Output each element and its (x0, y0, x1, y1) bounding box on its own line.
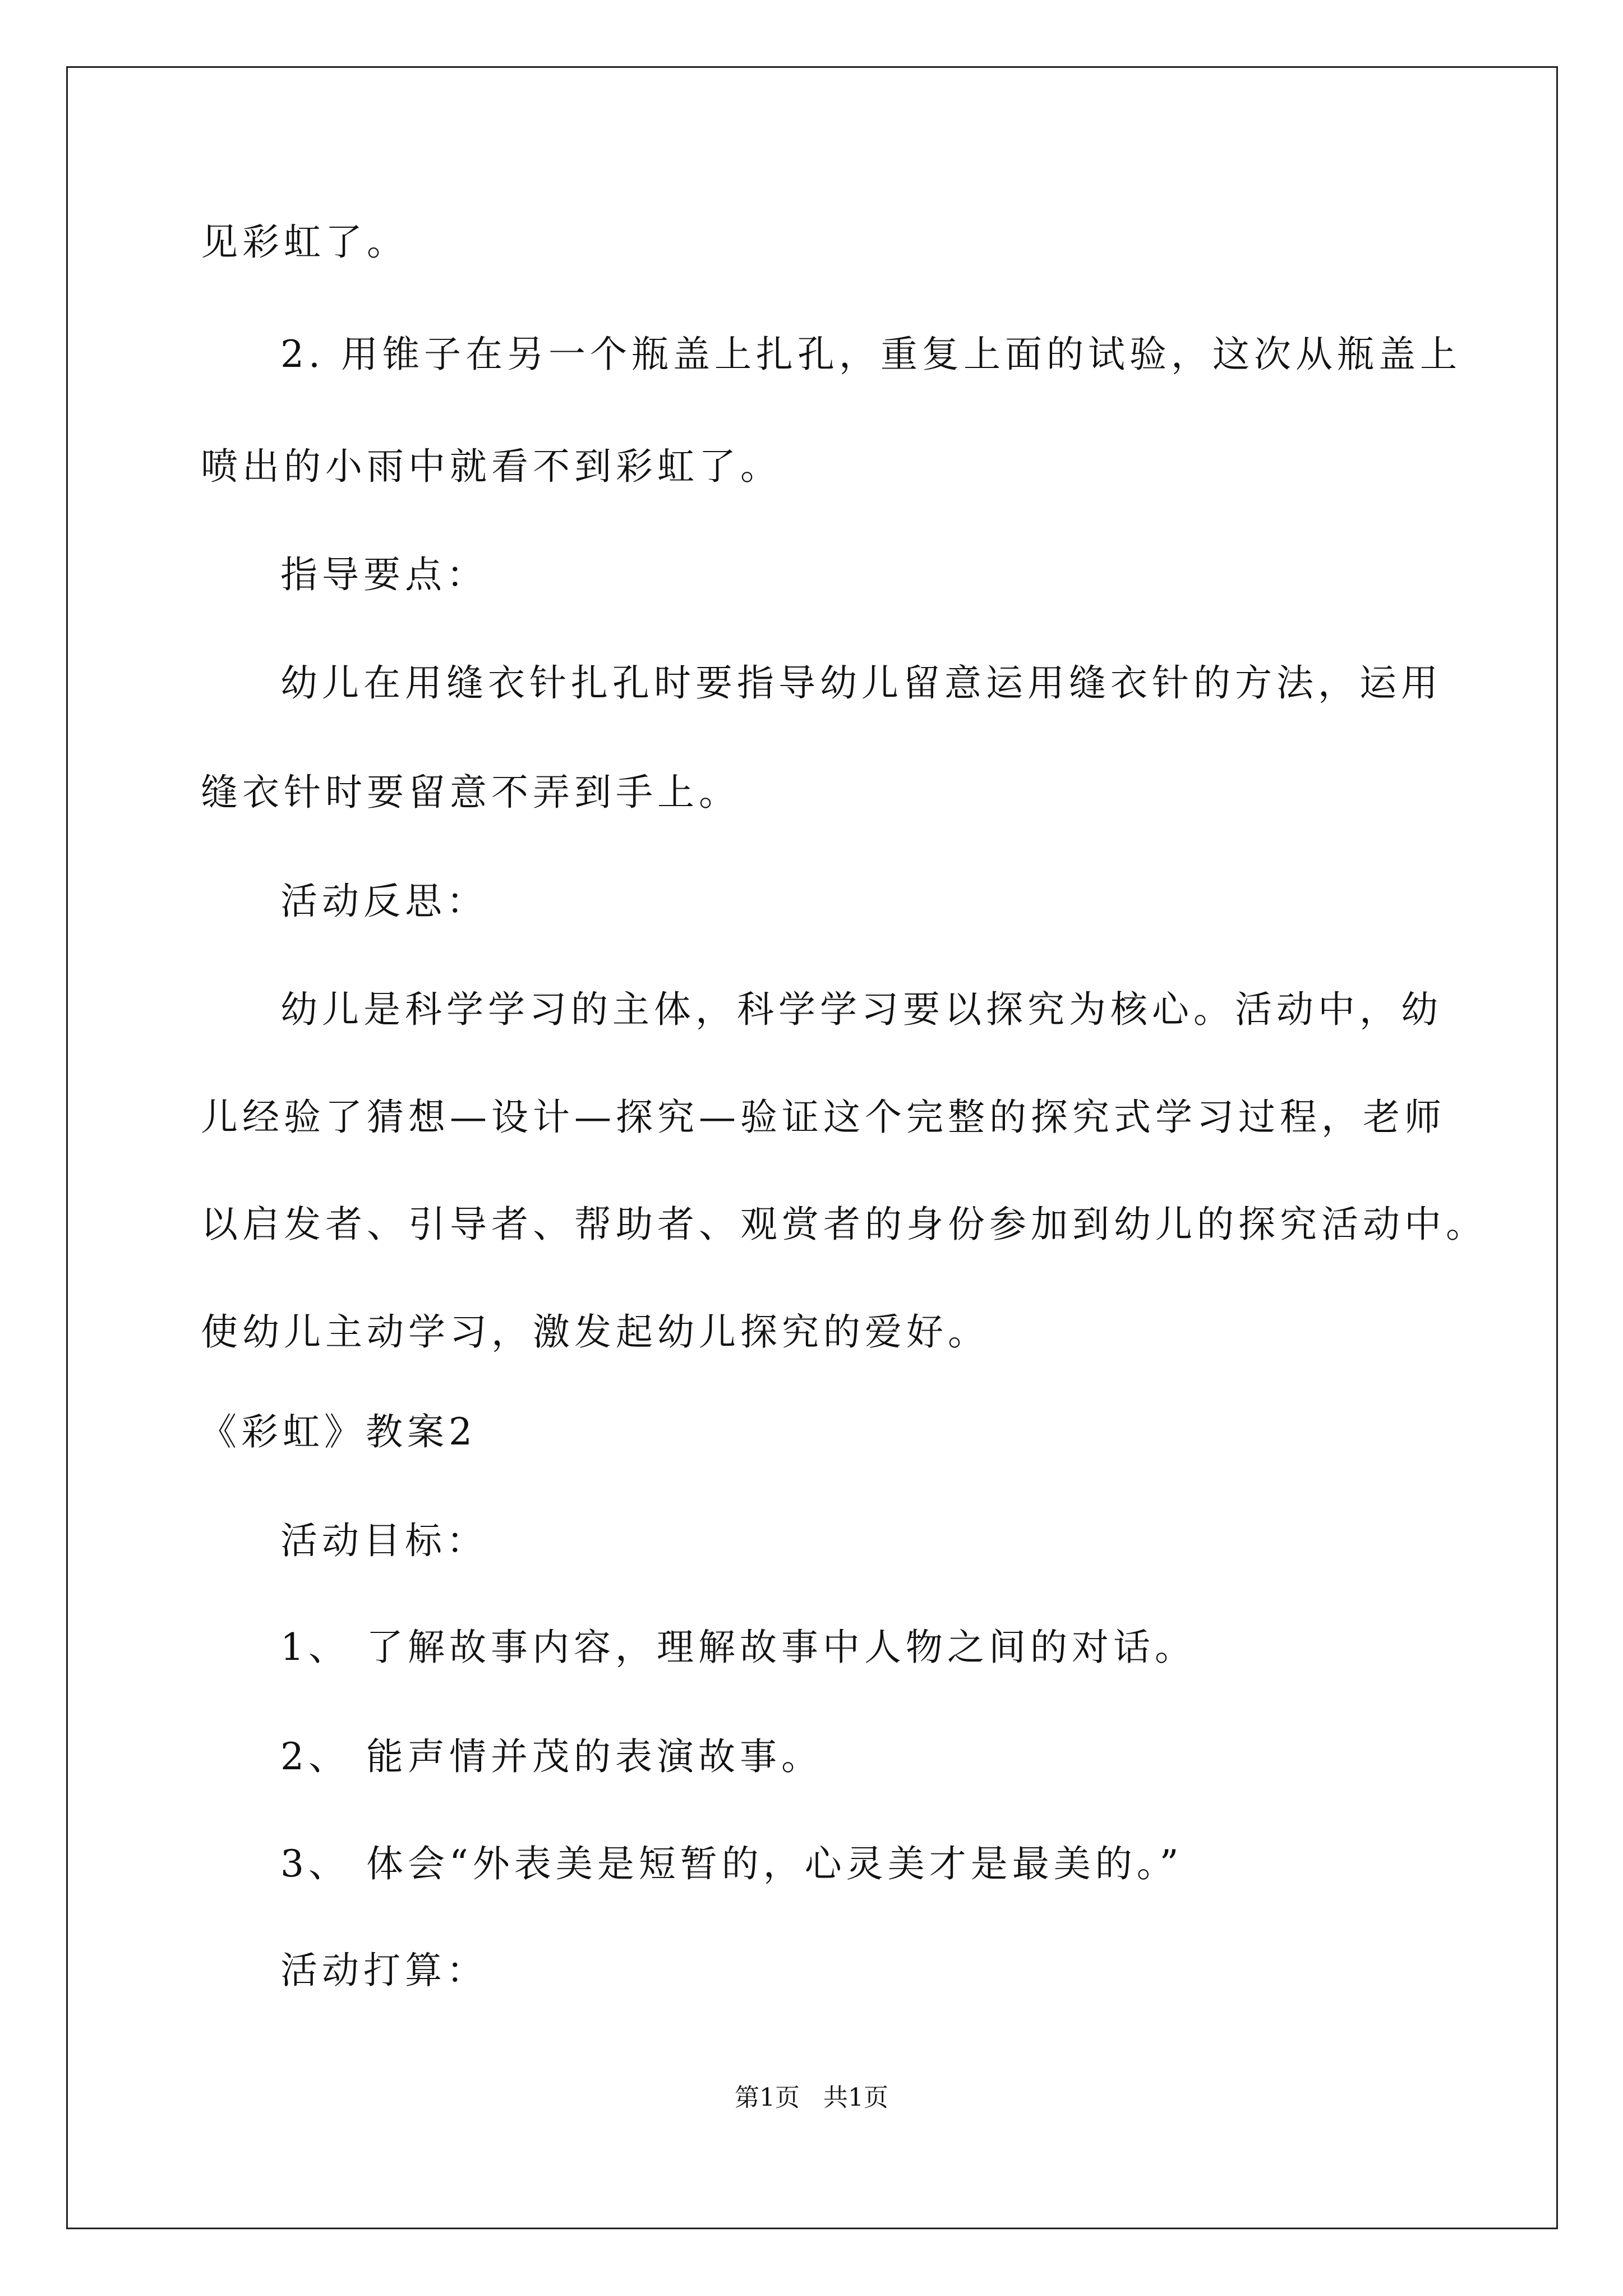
list-item: 1、 了解故事内容，理解故事中人物之间的对话。 (280, 1626, 1196, 1669)
section-heading: 活动目标： (280, 1519, 488, 1562)
text-line: 见彩虹了。 (201, 220, 408, 264)
text-line: 儿经验了猜想—设计—探究—验证这个完整的探究式学习过程，老师 (201, 1096, 1446, 1139)
text-line: 以启发者、引导者、帮助者、观赏者的身份参加到幼儿的探究活动中。 (201, 1203, 1487, 1246)
text-line: 2. 用锥子在另一个瓶盖上扎孔，重复上面的试验，这次从瓶盖上 (280, 333, 1461, 376)
page-number: 第1页 (735, 2083, 800, 2112)
text-line: 喷出的小雨中就看不到彩虹了。 (201, 445, 782, 488)
document-title: 《彩虹》教案2 (200, 1410, 477, 1453)
section-heading: 指导要点： (280, 553, 488, 596)
text-line: 缝衣针时要留意不弄到手上。 (201, 771, 740, 814)
list-item: 2、 能声情并茂的表演故事。 (280, 1735, 823, 1778)
list-item: 3、 体会“外表美是短暂的，心灵美才是最美的。” (280, 1842, 1183, 1885)
text-line: 幼儿在用缝衣针扎孔时要指导幼儿留意运用缝衣针的方法，运用 (280, 661, 1442, 705)
section-heading: 活动打算： (280, 1949, 488, 1992)
page-border (66, 66, 1558, 2229)
page-footer (0, 2082, 1623, 2114)
text-line: 幼儿是科学学习的主体，科学学习要以探究为核心。活动中，幼 (280, 988, 1442, 1031)
section-heading: 活动反思： (280, 880, 488, 923)
text-line: 使幼儿主动学习，激发起幼儿探究的爱好。 (201, 1310, 989, 1354)
page-total: 共1页 (823, 2083, 888, 2112)
